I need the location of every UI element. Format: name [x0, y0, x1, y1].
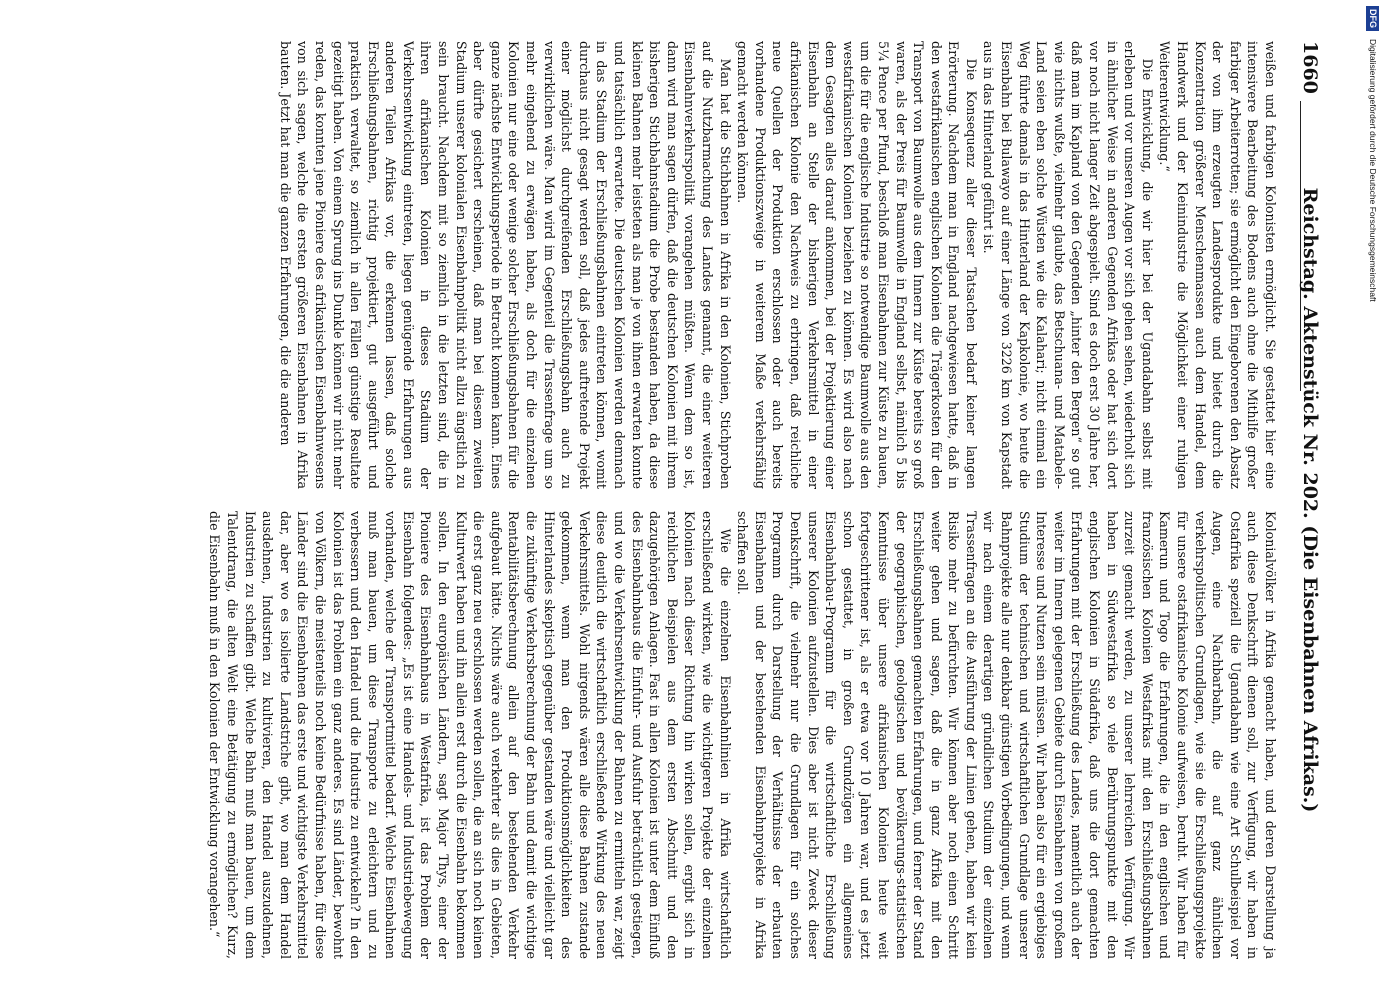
- paragraph: Die Entwicklung, die wir hier bei der Ugandabahn selbst mit erleben und vor unseren Augen vor sich gehen sehen, wiederholt sich in ähnlicher Weise in anderen Gegenden Afrikas oder hat sich dort vor noch nicht langer Zeit abgespielt. Sind es doch erst 30 Jahre her, daß man im Kapland von den Gegenden „hinter den Bergen“ so gut wie nichts wußte, vielmehr glaubte, das Betschuana- und Matabele-Land seien eben solche Wüsten wie die Kalahari; nicht einmal ein Weg führte damals in das Hinterland der Kapkolonie, wo heute die Eisenbahn bei Bulawayo auf einer Länge von 3226 km von Kapstadt aus in das Hinterland geführt ist.: [981, 41, 1155, 489]
- text-column-right: [69, 511, 1279, 959]
- paragraph: Kolonialvölker in Afrika gemacht haben, und deren Darstellung ja auch diese Denkschrift dienen soll, zur Verfügung, wir haben in Ostafrika speziell die Ugandabahn wie eine Art Schulbeispiel vor Augen, eine Nachbarbahn, die auf ganz ähnlichen verkehrspolitischen Grundlagen, wie sie die Erschließungsprojekte für unsere ostafrikanische Kolonie aufweisen, beruht. Wir haben für Kamerun und Togo die Erfahrungen, die in den englischen und französischen Kolonien Westafrikas mit den Erschließungsbahnen zurzeit gemacht werden, zu unserer lehrreichen Verfügung. Wir haben in Südwestafrika so viele Berührungspunkte mit den englischen Kolonien in Südafrika, daß uns die dort gemachten Erfahrungen mit der Erschließung des Landes, namentlich auch der weiter im Innern gelegenen Gebiete durch Eisenbahnen von großem Interesse und Nutzen sein müssen. Wir haben also für ein ergiebiges Studium der technischen und wirtschaftlichen Grundlage unserer Bahnprojekte alle nur denkbar günstigen Vorbedingungen, und wenn wir nach einem derartigen gründlichen Studium der einzelnen Trassenfragen an die Ausführung der Linien gehen, haben wir kein Risiko mehr zu befürchten. Wir können aber noch einen Schritt weiter gehen und sagen, daß die in ganz Afrika mit den Erschließungsbahnen gemachten Erfahrungen, und ferner der Stand der geographischen, geologischen und bevölkerungs-statistischen Kenntnisse über unsere afrikanischen Kolonien heute weit fortgeschrittener ist, als er etwa vor 10 Jahren war, und es jetzt schon gestattet, in großen Grundzügen ein allgemeines Eisenbahnbau-Programm für die wirtschaftliche Erschließung unserer Kolonien aufzustellen. Dies aber ist nicht Zweck dieser Denkschrift, die vielmehr nur die Grundlagen für ein solches Programm durch Darstellung der Verhältnisse der erbauten Eisenbahnen und der bestehenden Eisenbahnprojekte in Afrika schaffen soll.: [735, 511, 1278, 959]
- rotated-page-content: [57, 35, 1327, 965]
- text-column-left: [69, 41, 1279, 489]
- digitization-credit: [1364, 6, 1381, 996]
- running-title: Reichstag. Aktenstück Nr. 202. (Die Eisenbahnen Afrikas.): [1299, 187, 1321, 813]
- scanned-page: [57, 35, 1327, 965]
- page-header: [1293, 41, 1327, 959]
- dfg-logo: DFG: [1366, 6, 1379, 31]
- paragraph: Die Konsequenz aller dieser Tatsachen bedarf keiner langen Erörterung. Nachdem man in England nachgewiesen hatte, daß in den westafrikanischen englischen Kolonien die Trägerkosten für den Transport von Baumwolle aus dem Innern zur Küste bereits so groß waren, als der Preis für Baumwolle in England selbst, nämlich 5 bis 5¼ Pence per Pfund, beschloß man Eisenbahnen zur Küste zu bauen, um die für die englische Industrie so notwendige Baumwolle aus den westafrikanischen Kolonien beziehen zu können. Es wird also nach dem Gesagten alles darauf ankommen, bei der Projektierung einer Eisenbahn an Stelle der bisherigen Verkehrsmittel in einer afrikanischen Kolonie den Nachweis zu erbringen, daß reichliche neue Quellen der Produktion erschlossen oder auch bereits vorhandene Produktionszweige in weiterem Maße verkehrsfähig gemacht werden können.: [735, 41, 979, 489]
- paragraph: weißen und farbigen Kolonisten ermöglicht. Sie gestattet hier eine intensivere Bearbeitung des Bodens auch ohne die Mithilfe großer farbiger Arbeiterrotten; sie ermöglicht den Eingeborenen den Absatz der von ihm erzeugten Landesprodukte und bietet durch die Konzentration größerer Menschenmassen auch dem Handel, dem Handwerk und der Kleinindustrie die Möglichkeit einer ruhigen Weiterentwicklung.“: [1157, 41, 1278, 489]
- digitization-credit-text: Digitalisierung gefördert durch die Deutsche Forschungsgemeinschaft: [1368, 39, 1378, 302]
- page-number: 1660: [1299, 41, 1321, 94]
- paragraph: Man hat die Stichbahnen in Afrika in den Kolonien, Stichproben auf die Nutzbarmachung des Landes genannt, die einer weiteren Eisenbahnverkehrspolitik vorangehen müßten. Wenn dem so ist, dann wird man sagen dürfen, daß die deutschen Kolonien mit ihrem bisherigen Stichbahnstadium die Probe bestanden haben, da diese kleinen Bahnen mehr leisteten als man je von ihnen erwarten konnte und tatsächlich erwartete. Die deutschen Kolonien werden demnach in das Stadium der Erschließungsbahnen eintreten können, womit durchaus nicht gesagt werden soll, daß jedes auftretende Projekt einer möglichst durchgreifenden Erschließungsbahn auch zu verwirklichen wäre. Man wird im Gegenteil die Trassenfrage um so mehr eingehend zu erwägen haben, als doch für die einzelnen Kolonien nur eine oder wenige solcher Erschließungsbahnen für die ganze nächste Entwicklungsperiode in Betracht kommen kann. Eines aber dürfte gesichert erscheinen, daß man bei diesem zweiten Stadium unserer kolonialen Eisenbahnpolitik nicht allzu ängstlich zu sein braucht. Nachdem mit so ziemlich in die letzten sind, die in ihren afrikanischen Kolonien in dieses Stadium der Verkehrsentwicklung eintreten, liegen genügende Erfahrungen aus anderen Teilen Afrikas vor, die erkennen lassen, daß solche Erschließungsbahnen, richtig projektiert, gut ausgeführt und praktisch verwaltet, so ziemlich in allen Fällen günstige Resultate gezeitigt haben. Von einem Sprung ins Dunkle können wir nicht mehr reden, das konnten jene Pioniere des afrikanischen Eisenbahnwesens von sich sagen, welche die ersten größeren Eisenbahnen in Afrika bauten. Jetzt hat man die ganzen Erfahrungen, die die anderen: [277, 41, 733, 489]
- digitization-credit-rotated: [1364, 6, 1381, 996]
- paragraph: Wie die einzelnen Eisenbahnlinien in Afrika wirtschaftlich erschließend wirkten, wie die wichtigeren Projekte der einzelnen Kolonien nach dieser Richtung hin wirken sollen, ergibt sich in reichlichen Beispielen aus dem ersten Abschnitt und den dazugehörigen Anlagen. Fast in allen Kolonien ist unter dem Einfluß des Eisenbahnbaus die Einfuhr- und Ausfuhr beträchtlich gestiegen, und wo die Verkehrsentwicklung der Bahnen zu ermitteln war, zeigt diese deutlich die wirtschaftlich erschließende Wirkung des neuen Verkehrsmittels. Wohl nirgends wären alle diese Bahnen zustande gekommen, wenn man den Produktionsmöglichkeiten des Hinterlandes skeptisch gegenüber gestanden wäre und vielleicht gar die zukünftige Verkehrsberechnung der Bahn und damit die wichtige Rentabilitätsberechnung allein auf den bestehenden Verkehr aufgebaut hätte. Nichts wäre auch verkehrter als dies in Gebieten, die erst ganz neu erschlossen werden sollen, die an sich noch keinen Kulturwert haben und ihn allein erst durch die Eisenbahn bekommen sollen. In den europäischen Ländern, sagt Major Thys, einer der Pioniere des Eisenbahnbaus in Westafrika, ist das Problem der Eisenbahn folgendes: „Es ist eine Handels- und Industriebewegung vorhanden, welche der Transportmittel bedarf. Welche Eisenbahnen muß man bauen, um diese Transporte zu erleichtern und zu verbessern und den Handel und die Industrie zu entwickeln? In den Kolonien ist das Problem ein ganz anderes. Es sind Länder, bewohnt von Völkern, die meistenteils noch keine Bedürfnisse haben, für diese Länder sind die Eisenbahnen das erste und wichtigste Verkehrsmittel dar, aber wo es isolierte Landstriche gibt, wo man dem Handel ausdehnen, Industrien zu kultivieren, den Handel auszudehnen, Industrien zu schaffen gibt. Welche Bahn muß man bauen, um dem Talentdrang, die alten Welt eine Betätigung zu ermöglichen? Kurz, die Eisenbahn muß in den Kolonien der Entwicklung vorangehen.“: [207, 511, 733, 959]
